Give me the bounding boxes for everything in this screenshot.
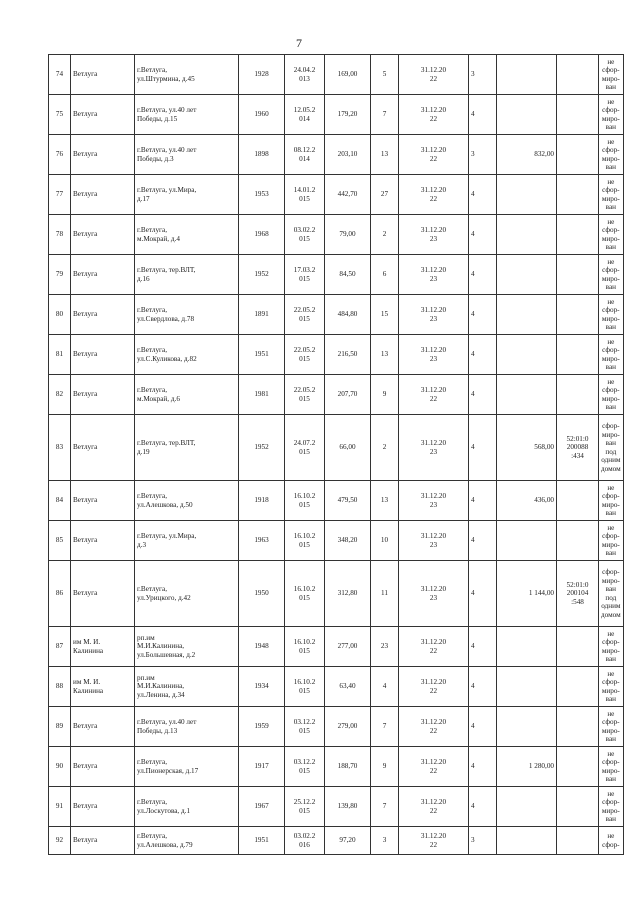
row-number-cell: 77 [49, 175, 71, 215]
table-row [49, 667, 624, 707]
deadline-cell: 31.12.20 22 [399, 135, 469, 175]
year-built-cell: 1952 [239, 415, 285, 481]
amount-cell: 1 280,00 [497, 747, 557, 787]
area-cell: 139,80 [325, 787, 371, 827]
settlement-cell: Ветлуга [71, 787, 135, 827]
land-status-cell: не сфор- миро- ван [599, 375, 624, 415]
row-number-cell: 87 [49, 627, 71, 667]
cadastral-number-cell: 52:01:0 200088 :434 [557, 415, 599, 481]
deadline-cell: 31.12.20 22 [399, 627, 469, 667]
deadline-cell: 31.12.20 23 [399, 335, 469, 375]
row-number-cell: 85 [49, 521, 71, 561]
address-cell: г.Ветлуга, ул.40 лет Победы, д.3 [135, 135, 239, 175]
category-cell: 4 [469, 295, 497, 335]
deadline-cell: 31.12.20 23 [399, 215, 469, 255]
date-cell: 03.12.2 015 [285, 707, 325, 747]
area-cell: 66,00 [325, 415, 371, 481]
date-cell: 08.12.2 014 [285, 135, 325, 175]
address-cell: г.Ветлуга, ул.40 лет Победы, д.13 [135, 707, 239, 747]
residents-count-cell: 27 [371, 175, 399, 215]
land-status-cell: не сфор- миро- ван [599, 255, 624, 295]
residents-count-cell: 6 [371, 255, 399, 295]
land-status-cell: не сфор- миро- ван [599, 707, 624, 747]
land-status-cell: не сфор- миро- ван [599, 521, 624, 561]
date-cell: 22.05.2 015 [285, 295, 325, 335]
deadline-cell: 31.12.20 22 [399, 747, 469, 787]
amount-cell [497, 521, 557, 561]
amount-cell [497, 255, 557, 295]
deadline-cell: 31.12.20 22 [399, 787, 469, 827]
year-built-cell: 1917 [239, 747, 285, 787]
year-built-cell: 1959 [239, 707, 285, 747]
deadline-cell: 31.12.20 22 [399, 95, 469, 135]
category-cell: 4 [469, 215, 497, 255]
table-row [49, 561, 624, 627]
area-cell: 348,20 [325, 521, 371, 561]
settlement-cell: Ветлуга [71, 415, 135, 481]
address-cell: г.Ветлуга, ул.Мира, д.3 [135, 521, 239, 561]
row-number-cell: 76 [49, 135, 71, 175]
category-cell: 4 [469, 335, 497, 375]
settlement-cell: Ветлуга [71, 175, 135, 215]
deadline-cell: 31.12.20 22 [399, 667, 469, 707]
settlement-cell: Ветлуга [71, 707, 135, 747]
land-status-cell: не сфор- миро- ван [599, 335, 624, 375]
land-status-cell: не сфор- миро- ван [599, 747, 624, 787]
table-row [49, 55, 624, 95]
cadastral-number-cell [557, 481, 599, 521]
category-cell: 4 [469, 375, 497, 415]
category-cell: 4 [469, 415, 497, 481]
table-row [49, 295, 624, 335]
address-cell: рп.им М.И.Калинина, ул.Большевная, д.2 [135, 627, 239, 667]
deadline-cell: 31.12.20 22 [399, 55, 469, 95]
table-row [49, 135, 624, 175]
land-status-cell: не сфор- миро- ван [599, 295, 624, 335]
date-cell: 24.07.2 015 [285, 415, 325, 481]
deadline-cell: 31.12.20 22 [399, 375, 469, 415]
year-built-cell: 1951 [239, 827, 285, 855]
row-number-cell: 78 [49, 215, 71, 255]
row-number-cell: 90 [49, 747, 71, 787]
address-cell: г.Ветлуга, ул.Мира, д.17 [135, 175, 239, 215]
row-number-cell: 79 [49, 255, 71, 295]
deadline-cell: 31.12.20 23 [399, 255, 469, 295]
table-row [49, 215, 624, 255]
category-cell: 3 [469, 827, 497, 855]
category-cell: 4 [469, 707, 497, 747]
area-cell: 207,70 [325, 375, 371, 415]
residents-count-cell: 3 [371, 827, 399, 855]
residents-count-cell: 13 [371, 481, 399, 521]
date-cell: 25.12.2 015 [285, 787, 325, 827]
residents-count-cell: 9 [371, 375, 399, 415]
deadline-cell: 31.12.20 22 [399, 707, 469, 747]
page-number: 7 [296, 36, 302, 50]
year-built-cell: 1934 [239, 667, 285, 707]
year-built-cell: 1948 [239, 627, 285, 667]
land-status-cell: не сфор- миро- ван [599, 95, 624, 135]
table-row [49, 627, 624, 667]
row-number-cell: 91 [49, 787, 71, 827]
address-cell: г.Ветлуга, ул.Свердлова, д.78 [135, 295, 239, 335]
category-cell: 4 [469, 95, 497, 135]
date-cell: 14.01.2 015 [285, 175, 325, 215]
settlement-cell: Ветлуга [71, 827, 135, 855]
amount-cell [497, 787, 557, 827]
date-cell: 17.03.2 015 [285, 255, 325, 295]
land-status-cell: не сфор- миро- ван [599, 667, 624, 707]
row-number-cell: 81 [49, 335, 71, 375]
year-built-cell: 1953 [239, 175, 285, 215]
cadastral-number-cell [557, 747, 599, 787]
address-cell: г.Ветлуга, ул.Алешкова, д.79 [135, 827, 239, 855]
cadastral-number-cell [557, 827, 599, 855]
year-built-cell: 1891 [239, 295, 285, 335]
category-cell: 4 [469, 627, 497, 667]
deadline-cell: 31.12.20 23 [399, 295, 469, 335]
settlement-cell: Ветлуга [71, 747, 135, 787]
area-cell: 277,00 [325, 627, 371, 667]
residents-count-cell: 5 [371, 55, 399, 95]
residents-count-cell: 23 [371, 627, 399, 667]
date-cell: 22.05.2 015 [285, 375, 325, 415]
year-built-cell: 1967 [239, 787, 285, 827]
area-cell: 216,50 [325, 335, 371, 375]
row-number-cell: 80 [49, 295, 71, 335]
residents-count-cell: 2 [371, 215, 399, 255]
residents-count-cell: 2 [371, 415, 399, 481]
deadline-cell: 31.12.20 22 [399, 175, 469, 215]
amount-cell [497, 827, 557, 855]
settlement-cell: Ветлуга [71, 215, 135, 255]
date-cell: 03.02.2 015 [285, 215, 325, 255]
amount-cell [497, 55, 557, 95]
date-cell: 22.05.2 015 [285, 335, 325, 375]
row-number-cell: 92 [49, 827, 71, 855]
deadline-cell: 31.12.20 23 [399, 521, 469, 561]
table-row [49, 375, 624, 415]
table-row [49, 747, 624, 787]
cadastral-number-cell [557, 521, 599, 561]
area-cell: 442,70 [325, 175, 371, 215]
year-built-cell: 1898 [239, 135, 285, 175]
settlement-cell: им М. И. Калинина [71, 667, 135, 707]
amount-cell: 568,00 [497, 415, 557, 481]
address-cell: г.Ветлуга, ул.40 лет Победы, д.15 [135, 95, 239, 135]
table-row [49, 481, 624, 521]
settlement-cell: Ветлуга [71, 135, 135, 175]
table-row [49, 255, 624, 295]
year-built-cell: 1981 [239, 375, 285, 415]
cadastral-number-cell [557, 787, 599, 827]
year-built-cell: 1952 [239, 255, 285, 295]
row-number-cell: 75 [49, 95, 71, 135]
row-number-cell: 84 [49, 481, 71, 521]
amount-cell [497, 175, 557, 215]
settlement-cell: Ветлуга [71, 335, 135, 375]
cadastral-number-cell [557, 255, 599, 295]
cadastral-number-cell [557, 667, 599, 707]
date-cell: 03.02.2 016 [285, 827, 325, 855]
address-cell: г.Ветлуга, ул.Урицкого, д.42 [135, 561, 239, 627]
address-cell: г.Ветлуга, ул.Пионерская, д.17 [135, 747, 239, 787]
housing-register-table [48, 54, 624, 855]
amount-cell [497, 627, 557, 667]
amount-cell [497, 667, 557, 707]
category-cell: 4 [469, 667, 497, 707]
cadastral-number-cell [557, 335, 599, 375]
year-built-cell: 1951 [239, 335, 285, 375]
table-row [49, 335, 624, 375]
land-status-cell: не сфор- миро- ван [599, 175, 624, 215]
address-cell: рп.им М.И.Калинина, ул.Ленина, д.34 [135, 667, 239, 707]
cadastral-number-cell [557, 215, 599, 255]
category-cell: 4 [469, 481, 497, 521]
amount-cell: 832,00 [497, 135, 557, 175]
residents-count-cell: 13 [371, 335, 399, 375]
area-cell: 279,00 [325, 707, 371, 747]
settlement-cell: Ветлуга [71, 295, 135, 335]
table-row [49, 415, 624, 481]
residents-count-cell: 4 [371, 667, 399, 707]
row-number-cell: 83 [49, 415, 71, 481]
area-cell: 188,70 [325, 747, 371, 787]
year-built-cell: 1928 [239, 55, 285, 95]
cadastral-number-cell: 52:01:0 200104 :548 [557, 561, 599, 627]
amount-cell [497, 375, 557, 415]
land-status-cell: не сфор- миро- ван [599, 135, 624, 175]
address-cell: г.Ветлуга, ул.С.Куликова, д.82 [135, 335, 239, 375]
area-cell: 479,50 [325, 481, 371, 521]
date-cell: 16.10.2 015 [285, 481, 325, 521]
deadline-cell: 31.12.20 23 [399, 415, 469, 481]
area-cell: 484,80 [325, 295, 371, 335]
address-cell: г.Ветлуга, тер.ВЛТ, д.19 [135, 415, 239, 481]
year-built-cell: 1918 [239, 481, 285, 521]
table-row [49, 175, 624, 215]
land-status-cell: не сфор- миро- ван [599, 627, 624, 667]
table-row [49, 95, 624, 135]
residents-count-cell: 15 [371, 295, 399, 335]
cadastral-number-cell [557, 95, 599, 135]
table-row [49, 521, 624, 561]
cadastral-number-cell [557, 135, 599, 175]
land-status-cell: сфор- миро- ван под одним домом [599, 415, 624, 481]
residents-count-cell: 7 [371, 707, 399, 747]
category-cell: 4 [469, 561, 497, 627]
cadastral-number-cell [557, 627, 599, 667]
date-cell: 16.10.2 015 [285, 667, 325, 707]
table-row [49, 827, 624, 855]
residents-count-cell: 7 [371, 95, 399, 135]
amount-cell: 436,00 [497, 481, 557, 521]
amount-cell [497, 215, 557, 255]
residents-count-cell: 9 [371, 747, 399, 787]
settlement-cell: им М. И. Калинина [71, 627, 135, 667]
row-number-cell: 86 [49, 561, 71, 627]
cadastral-number-cell [557, 375, 599, 415]
address-cell: г.Ветлуга, м.Мокрай, д.4 [135, 215, 239, 255]
date-cell: 03.12.2 015 [285, 747, 325, 787]
category-cell: 4 [469, 175, 497, 215]
row-number-cell: 88 [49, 667, 71, 707]
cadastral-number-cell [557, 707, 599, 747]
settlement-cell: Ветлуга [71, 255, 135, 295]
area-cell: 169,00 [325, 55, 371, 95]
address-cell: г.Ветлуга, ул.Лоскутова, д.1 [135, 787, 239, 827]
land-status-cell: не сфор- миро- ван [599, 215, 624, 255]
category-cell: 4 [469, 521, 497, 561]
area-cell: 84,50 [325, 255, 371, 295]
residents-count-cell: 11 [371, 561, 399, 627]
category-cell: 3 [469, 55, 497, 95]
settlement-cell: Ветлуга [71, 55, 135, 95]
settlement-cell: Ветлуга [71, 521, 135, 561]
cadastral-number-cell [557, 55, 599, 95]
amount-cell [497, 95, 557, 135]
land-status-cell: сфор- миро- ван под одним домом [599, 561, 624, 627]
settlement-cell: Ветлуга [71, 375, 135, 415]
amount-cell: 1 144,00 [497, 561, 557, 627]
category-cell: 3 [469, 135, 497, 175]
land-status-cell: не сфор- [599, 827, 624, 855]
area-cell: 79,00 [325, 215, 371, 255]
year-built-cell: 1950 [239, 561, 285, 627]
year-built-cell: 1963 [239, 521, 285, 561]
cadastral-number-cell [557, 175, 599, 215]
row-number-cell: 82 [49, 375, 71, 415]
land-status-cell: не сфор- миро- ван [599, 787, 624, 827]
land-status-cell: не сфор- миро- ван [599, 481, 624, 521]
date-cell: 24.04.2 013 [285, 55, 325, 95]
area-cell: 312,80 [325, 561, 371, 627]
address-cell: г.Ветлуга, м.Мокрай, д.6 [135, 375, 239, 415]
date-cell: 16.10.2 015 [285, 521, 325, 561]
settlement-cell: Ветлуга [71, 95, 135, 135]
amount-cell [497, 335, 557, 375]
deadline-cell: 31.12.20 23 [399, 481, 469, 521]
date-cell: 12.05.2 014 [285, 95, 325, 135]
category-cell: 4 [469, 747, 497, 787]
address-cell: г.Ветлуга, ул.Штурмина, д.45 [135, 55, 239, 95]
cadastral-number-cell [557, 295, 599, 335]
residents-count-cell: 7 [371, 787, 399, 827]
address-cell: г.Ветлуга, ул.Алешкова, д.50 [135, 481, 239, 521]
residents-count-cell: 10 [371, 521, 399, 561]
category-cell: 4 [469, 255, 497, 295]
area-cell: 179,20 [325, 95, 371, 135]
amount-cell [497, 707, 557, 747]
date-cell: 16.10.2 015 [285, 561, 325, 627]
land-status-cell: не сфор- миро- ван [599, 55, 624, 95]
row-number-cell: 74 [49, 55, 71, 95]
table-row [49, 707, 624, 747]
deadline-cell: 31.12.20 22 [399, 827, 469, 855]
area-cell: 97,20 [325, 827, 371, 855]
settlement-cell: Ветлуга [71, 481, 135, 521]
amount-cell [497, 295, 557, 335]
row-number-cell: 89 [49, 707, 71, 747]
year-built-cell: 1960 [239, 95, 285, 135]
area-cell: 63,40 [325, 667, 371, 707]
settlement-cell: Ветлуга [71, 561, 135, 627]
table-row [49, 787, 624, 827]
residents-count-cell: 13 [371, 135, 399, 175]
year-built-cell: 1968 [239, 215, 285, 255]
address-cell: г.Ветлуга, тер.ВЛТ, д.16 [135, 255, 239, 295]
deadline-cell: 31.12.20 23 [399, 561, 469, 627]
date-cell: 16.10.2 015 [285, 627, 325, 667]
area-cell: 203,10 [325, 135, 371, 175]
category-cell: 4 [469, 787, 497, 827]
